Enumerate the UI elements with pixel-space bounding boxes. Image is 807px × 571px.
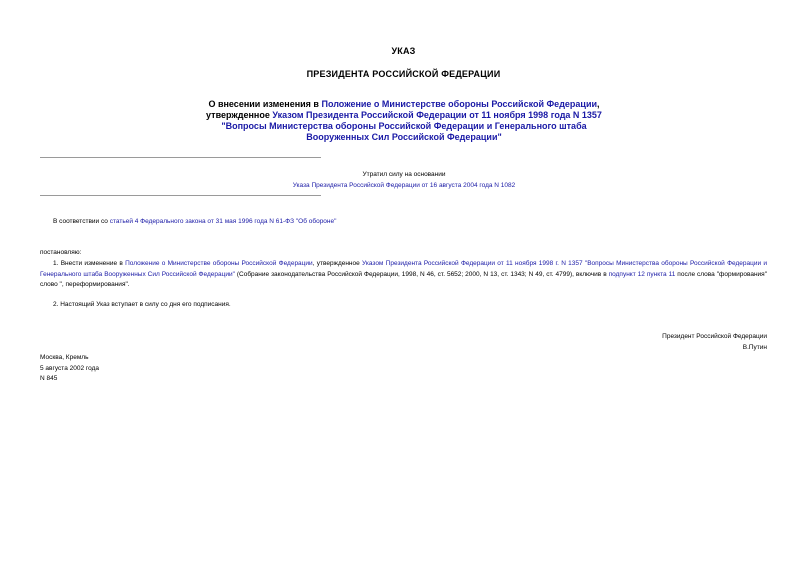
preamble (53, 217, 336, 228)
item1-text-1: 1. Внести изменение в (53, 260, 126, 267)
divider-bottom (40, 195, 321, 196)
signature-position: Президент Российской Федерации (662, 333, 767, 340)
preamble-link-law[interactable]: статьей 4 Федерального закона от 31 мая 1996 года N 61-ФЗ "Об обороне" (109, 218, 337, 225)
subject-link-decree[interactable]: Указом Президента Российской Федерации от 11 ноября 1998 года N 1357 "Вопросы Министерства обороны Российской Федерации и Генерального штаба Вооруженных Сил Российской Федерации" (221, 110, 602, 142)
signature-name: В.Путин (742, 343, 767, 351)
item1-text-4: после слова "формирования" слово ", переформирования". (40, 270, 768, 288)
subject-text-1: О внесении изменения в (208, 99, 322, 109)
place-city: Москва, Кремль (40, 354, 89, 361)
status-link-decree[interactable]: Указа Президента Российской Федерации от 16 августа 2004 года N 1082 (292, 182, 516, 189)
document-subject (190, 99, 618, 143)
subject-text-2: , утвержденное (206, 99, 600, 120)
place-number: N 845 (40, 375, 58, 382)
place-date: 5 августа 2002 года (40, 364, 99, 372)
item1-text-3: (Собрание законодательства Российской Федерации, 1998, N 46, ст. 5652; 2000, N 13, ст. 1343; N 49, ст. 4799), включив в (234, 270, 609, 278)
item-2: 2. Настоящий Указ вступает в силу со дня его подписания. (53, 301, 231, 308)
resolve-word: постановляю: (40, 249, 82, 256)
document-title: УКАЗ (391, 46, 416, 56)
item1-text-2: , утвержденное (312, 260, 363, 267)
status-note (260, 169, 548, 191)
signature-block (662, 332, 767, 353)
status-text: Утратил силу на основании (362, 171, 446, 178)
place-date-block (40, 353, 99, 385)
item1-link-regulation[interactable]: Положение о Министерстве обороны Российской Федерации (125, 260, 313, 267)
item-1 (40, 259, 767, 291)
divider-top (40, 157, 321, 158)
item1-link-decree[interactable]: Указом Президента Российской Федерации от 11 ноября 1998 г. N 1357 "Вопросы Министерства обороны Российской Федерации и Генерального штаба Вооруженных Сил Российской Федерации" (40, 260, 768, 278)
item1-link-subparagraph[interactable]: подпункт 12 пункта 11 (608, 270, 676, 278)
preamble-text: В соответствии со (53, 218, 110, 225)
subject-link-regulation[interactable]: Положение о Министерстве обороны Российской Федерации (321, 99, 598, 109)
document-issuer: ПРЕЗИДЕНТА РОССИЙСКОЙ ФЕДЕРАЦИИ (306, 69, 501, 79)
